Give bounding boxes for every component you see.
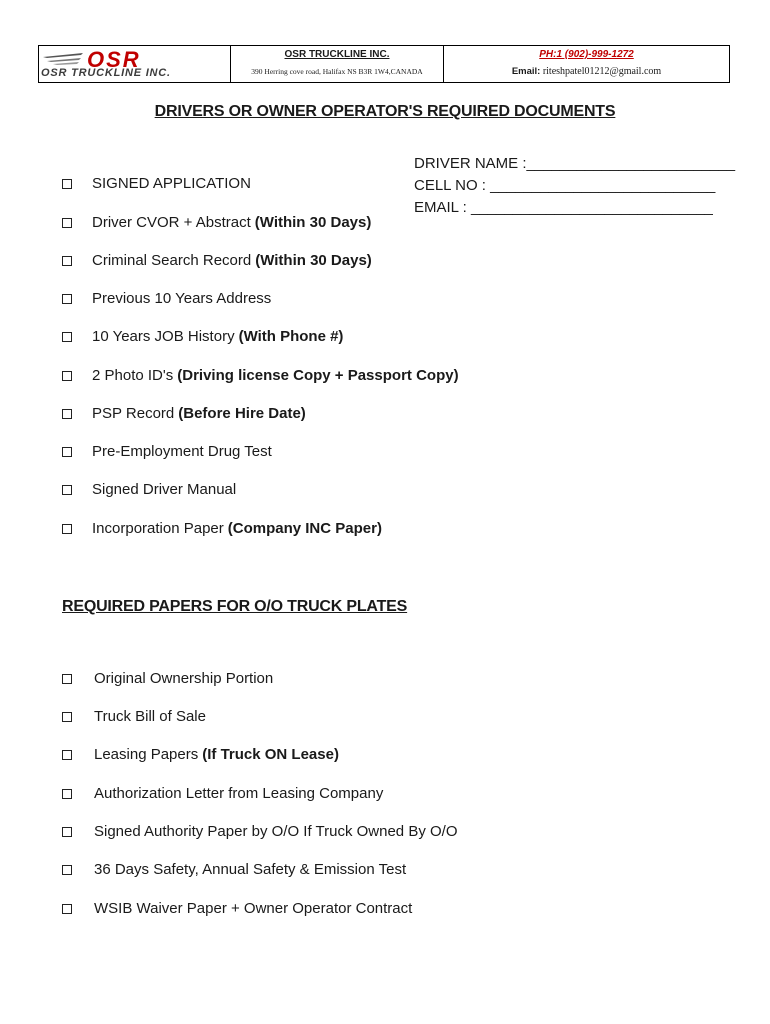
- paper-item: [62, 708, 210, 725]
- page-title: DRIVERS OR OWNER OPERATOR'S REQUIRED DOCUMENTS: [154, 103, 616, 120]
- paper-label: Truck Bill of Sale: [94, 708, 206, 725]
- doc-label: Criminal Search Record: [92, 252, 252, 269]
- doc-item: [62, 443, 276, 460]
- doc-note: (Driving license Copy + Passport Copy): [177, 367, 459, 384]
- letterhead: [38, 45, 730, 83]
- checkbox-icon[interactable]: [62, 371, 72, 381]
- doc-label: Incorporation Paper: [92, 520, 224, 537]
- doc-item: [62, 520, 382, 537]
- cell-no-field: CELL NO : ___________________________: [414, 177, 716, 194]
- paper-label: 36 Days Safety, Annual Safety & Emission Test: [94, 861, 407, 878]
- doc-item: [62, 214, 371, 231]
- paper-label: Signed Authority Paper by O/O If Truck Owned By O/O: [94, 823, 458, 840]
- checkbox-icon[interactable]: [62, 524, 72, 534]
- doc-label: Previous 10 Years Address: [92, 290, 272, 307]
- doc-note: (Within 30 Days): [255, 252, 372, 269]
- email-field: EMAIL : _____________________________: [414, 199, 713, 216]
- checkbox-icon[interactable]: [62, 827, 72, 837]
- checkbox-icon[interactable]: [62, 179, 72, 189]
- section-title-truck-plates: REQUIRED PAPERS FOR O/O TRUCK PLATES: [62, 598, 408, 615]
- logo-cell: [39, 46, 231, 82]
- doc-label: PSP Record: [92, 405, 175, 422]
- checkbox-icon[interactable]: [62, 865, 72, 875]
- checkbox-icon[interactable]: [62, 294, 72, 304]
- company-name: OSR TRUCKLINE INC.: [284, 49, 390, 60]
- checkbox-icon[interactable]: [62, 409, 72, 419]
- paper-item: [62, 900, 416, 917]
- doc-item: [62, 405, 306, 422]
- checkbox-icon[interactable]: [62, 904, 72, 914]
- doc-note: (Within 30 Days): [254, 214, 372, 231]
- paper-item: [62, 823, 462, 840]
- checkbox-icon[interactable]: [62, 485, 72, 495]
- doc-label: SIGNED APPLICATION: [92, 175, 251, 192]
- paper-item: [62, 785, 387, 802]
- checkbox-icon[interactable]: [62, 332, 72, 342]
- doc-note: (With Phone #): [238, 328, 344, 345]
- checkbox-icon[interactable]: [62, 750, 72, 760]
- phone-number: PH:1 (902)-999-1272: [539, 49, 634, 60]
- doc-item: [62, 290, 275, 307]
- paper-label: Original Ownership Portion: [94, 670, 274, 687]
- driver-fields: [414, 153, 735, 219]
- checkbox-icon[interactable]: [62, 789, 72, 799]
- doc-note: (Before Hire Date): [178, 405, 306, 422]
- doc-item: [62, 481, 240, 498]
- paper-item: [62, 861, 410, 878]
- doc-label: 2 Photo ID's: [92, 367, 174, 384]
- doc-label: 10 Years JOB History: [92, 328, 235, 345]
- checkbox-icon[interactable]: [62, 218, 72, 228]
- doc-label: Driver CVOR + Abstract: [92, 214, 251, 231]
- paper-label: WSIB Waiver Paper + Owner Operator Contract: [94, 900, 413, 917]
- paper-item: [62, 746, 339, 763]
- logo-subtitle: OSR TRUCKLINE INC.: [41, 67, 171, 79]
- doc-label: Pre-Employment Drug Test: [92, 443, 272, 460]
- checkbox-icon[interactable]: [62, 712, 72, 722]
- email-address: riteshpatel01212@gmail.com: [542, 66, 662, 77]
- checkbox-icon[interactable]: [62, 447, 72, 457]
- email-line: [444, 66, 729, 77]
- company-address: 390 Herring cove road, Halifax NS B3R 1W4,CANADA: [251, 67, 423, 76]
- doc-label: Signed Driver Manual: [92, 481, 237, 498]
- doc-item: [62, 175, 255, 192]
- checkbox-icon[interactable]: [62, 256, 72, 266]
- company-info-cell: [231, 46, 444, 82]
- doc-item: [62, 252, 372, 269]
- paper-item: [62, 670, 277, 687]
- driver-name-field: DRIVER NAME :_________________________: [414, 155, 736, 172]
- logo-text: OSR: [87, 48, 141, 70]
- doc-item: [62, 367, 459, 384]
- checkbox-icon[interactable]: [62, 674, 72, 684]
- paper-label: Authorization Letter from Leasing Company: [94, 785, 384, 802]
- paper-label: Leasing Papers: [94, 746, 199, 763]
- email-label: Email:: [511, 66, 541, 77]
- doc-item: [62, 328, 343, 345]
- paper-note: (If Truck ON Lease): [202, 746, 339, 763]
- doc-note: (Company INC Paper): [227, 520, 382, 537]
- contact-cell: [444, 46, 729, 82]
